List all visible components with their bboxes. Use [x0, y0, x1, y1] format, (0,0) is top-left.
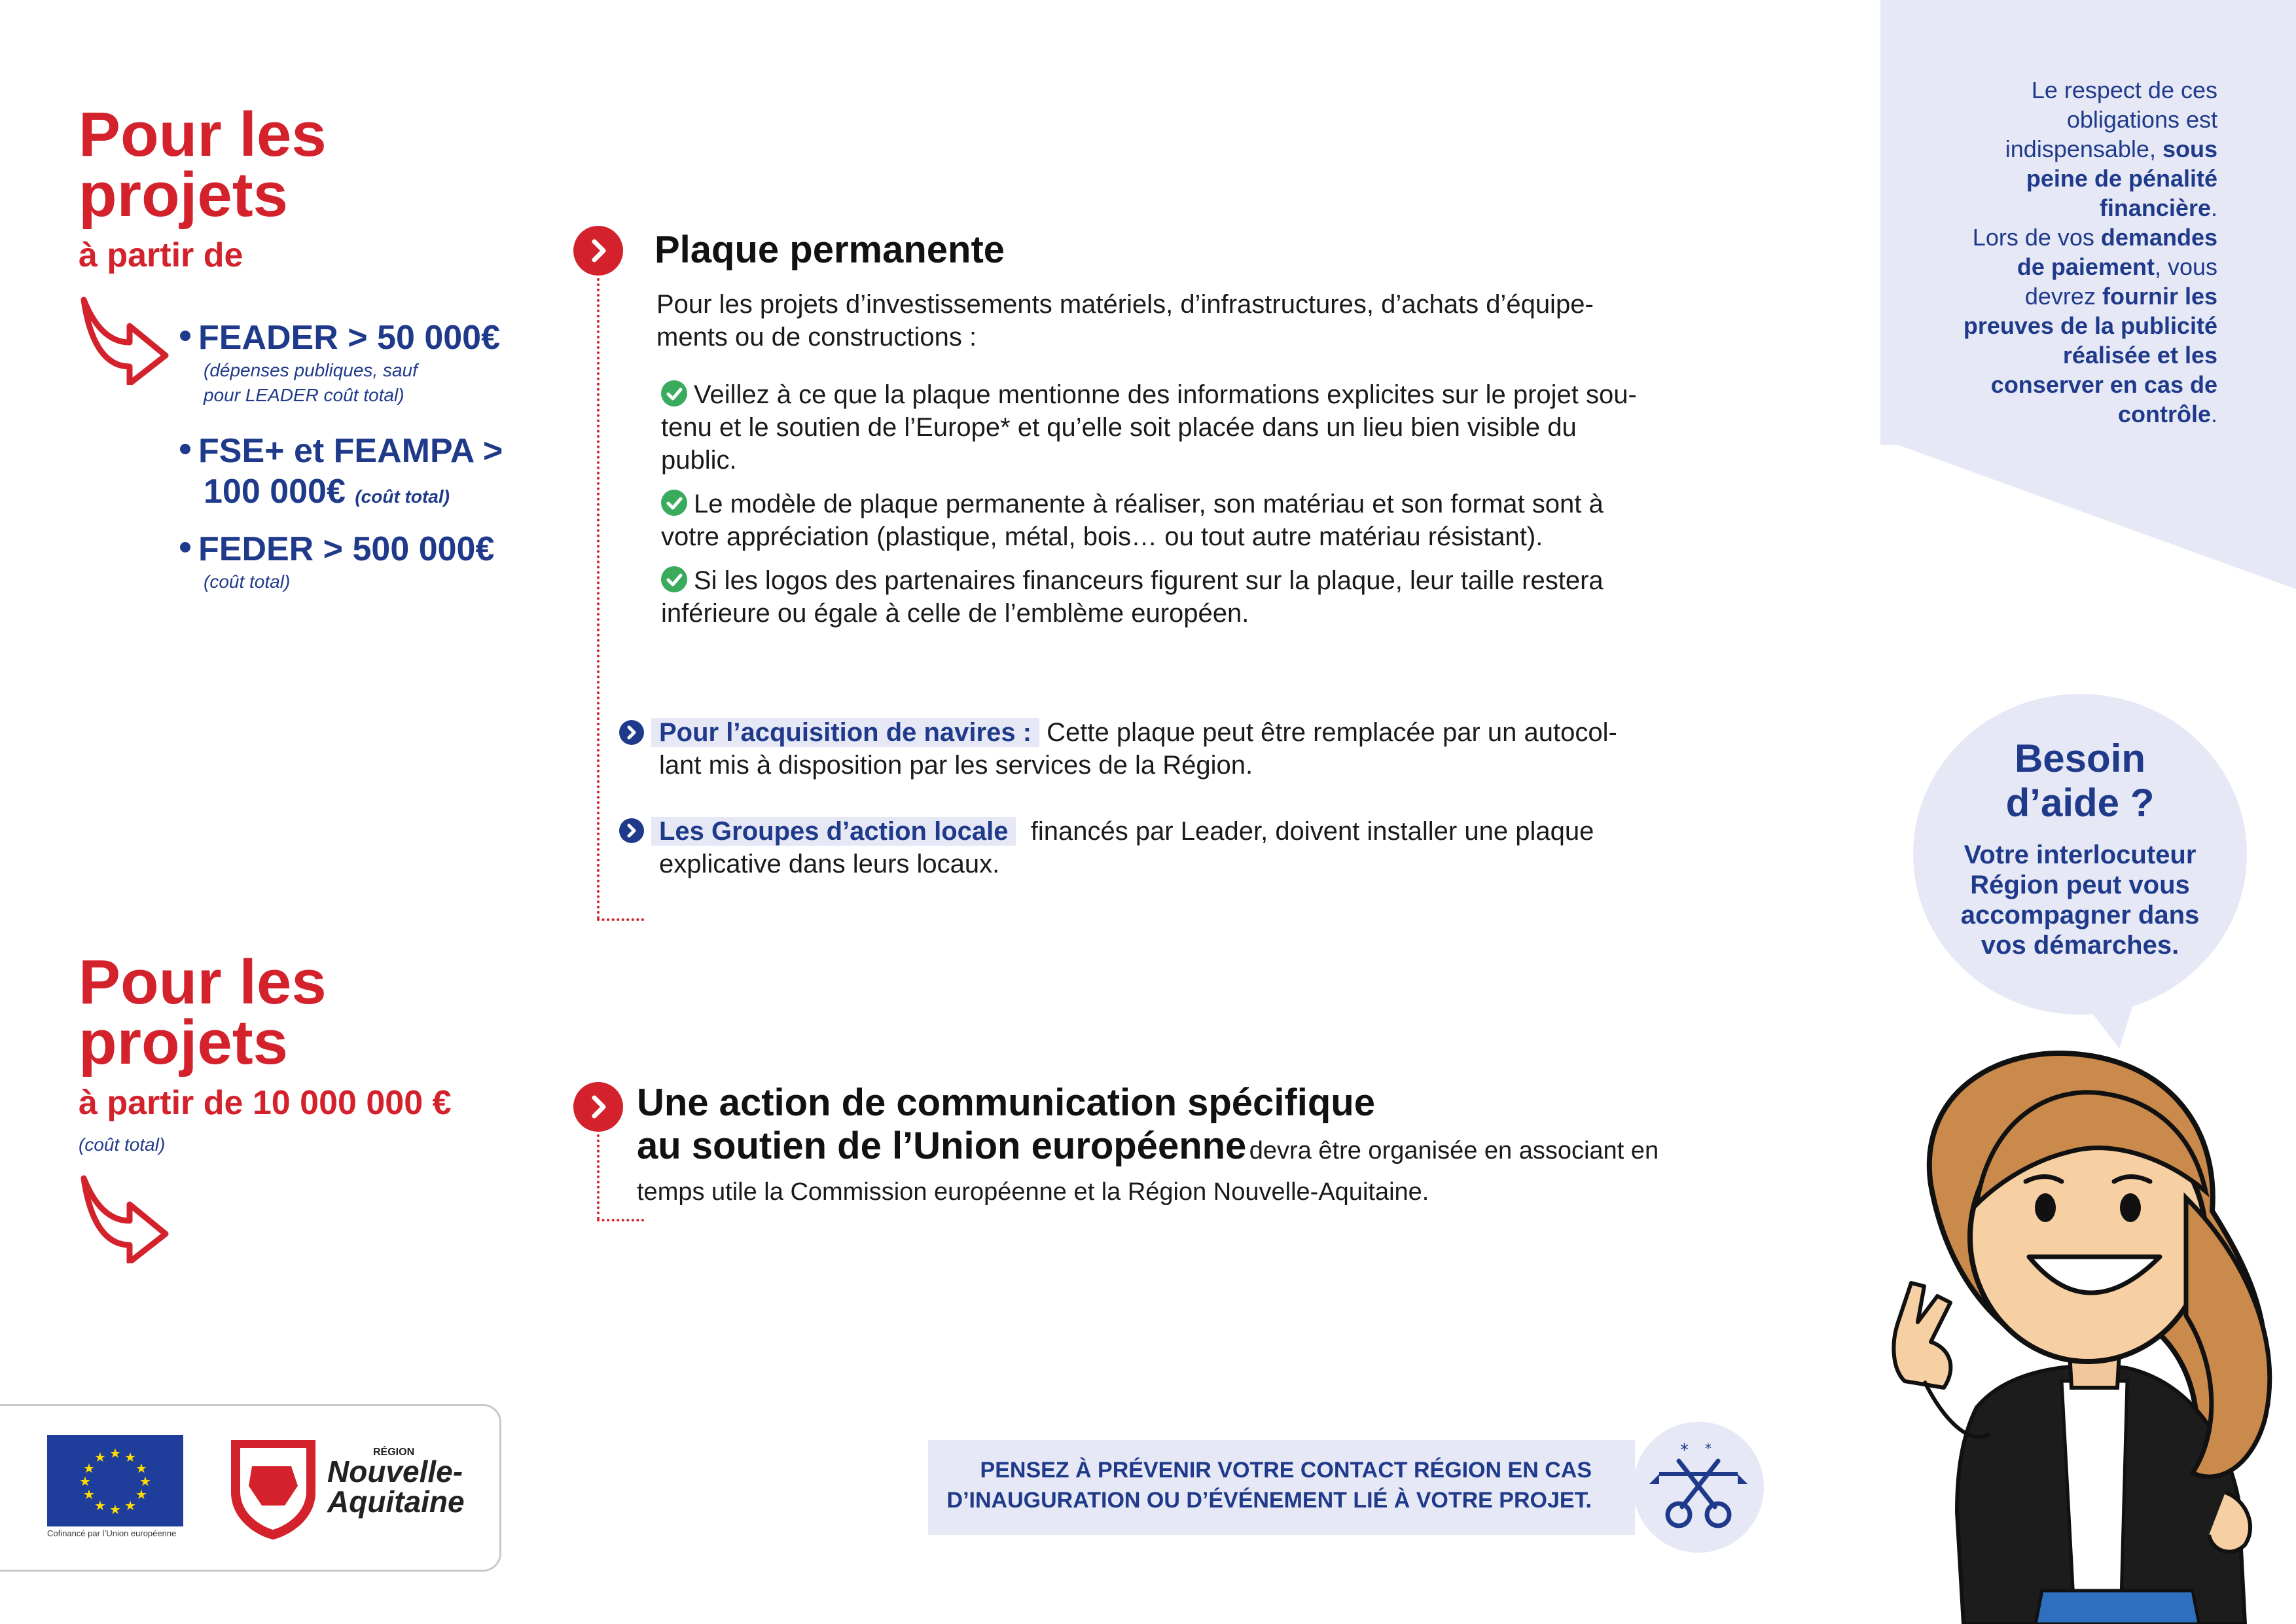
mascot-illustration: [1878, 1041, 2296, 1624]
fund-feader: FEADER > 50 000€ (dépenses publiques, sauf pour LEADER coût total): [180, 317, 500, 408]
gal-marker: [619, 818, 644, 843]
svg-text:*: *: [1680, 1441, 1689, 1460]
check-icon: [661, 490, 687, 516]
section2-note: (coût total): [79, 1134, 166, 1155]
svg-text:★: ★: [79, 1473, 91, 1489]
plaque-check-1: Veillez à ce que la plaque mentionne des informations explicites sur le projet sou- tenu et le soutien de l’Europe* et qu’elle soit placée dans un lieu bien visible du public.: [661, 380, 1637, 475]
region-small-label: RÉGION: [373, 1447, 415, 1458]
plaque-check-2: Le modèle de plaque permanente à réaliser, son matériau et son format sont à votre appréciation (plastique, métal, bois… ou tout autre matériau résistant).: [661, 490, 1604, 551]
svg-text:★: ★: [83, 1487, 95, 1502]
chevron-right-icon: [619, 818, 644, 843]
fund-fse-feampa: FSE+ et FEAMPA > 100 000€ (coût total): [180, 431, 503, 512]
reminder-banner-text: PENSEZ À PRÉVENIR VOTRE CONTACT RÉGION EN CAS D’INAUGURATION OU D’ÉVÉNEMENT LIÉ À VOTRE PROJET.: [946, 1458, 1592, 1513]
dotted-end-plaque: [597, 918, 644, 921]
dotted-line-action: [597, 1134, 600, 1219]
arrow-icon: [77, 287, 175, 385]
plaque-intro: Pour les projets d’investissements matériels, d’infrastructures, d’achats d’équipe- ments ou de constructions :: [656, 290, 1594, 352]
help-title: Besoin d’aide ?: [2005, 736, 2155, 825]
gal-paragraph: Les Groupes d’action locale financés par Leader, doivent installer une plaque explicative dans leurs locaux.: [651, 815, 1756, 880]
svg-text:★: ★: [139, 1473, 151, 1489]
chevron-right-icon: [573, 1082, 623, 1132]
chevron-right-icon: [619, 720, 644, 745]
dotted-end-action: [597, 1219, 644, 1221]
arrow-icon: [77, 1165, 175, 1263]
region-shield-logo: [226, 1434, 321, 1542]
svg-text:*: *: [1705, 1441, 1712, 1456]
check-icon: [661, 566, 687, 592]
section-marker-action: [573, 1082, 623, 1132]
section2-title: Pour les projets: [79, 947, 327, 1077]
navires-marker: [619, 720, 644, 745]
svg-text:★: ★: [109, 1502, 121, 1517]
svg-text:★: ★: [109, 1445, 121, 1461]
callout-pointer: [1880, 439, 2296, 596]
check-icon: [661, 380, 687, 406]
svg-text:★: ★: [124, 1498, 136, 1513]
svg-text:★: ★: [135, 1460, 147, 1476]
eu-flag-logo: [47, 1435, 183, 1526]
section2-subtitle: à partir de 10 000 000 €: [79, 1084, 452, 1122]
chevron-right-icon: [573, 226, 623, 276]
svg-text:★: ★: [83, 1460, 95, 1476]
svg-text:★: ★: [94, 1449, 106, 1465]
section1-title: Pour les projets: [79, 99, 327, 230]
help-text: Votre interlocuteur Région peut vous accompagner dans vos démarches.: [1960, 840, 2200, 960]
action-block: Une action de communication spécifique au soutien de l’Union européenne devra être organisée en associant en temps utile la Commission européenne et la Région Nouvelle-Aquitaine.: [637, 1081, 1659, 1206]
fund-feder: FEDER > 500 000€ (coût total): [180, 529, 494, 594]
navires-paragraph: Pour l’acquisition de navires : Cette plaque peut être remplacée par un autocol- lant mis à disposition par les services de la Région.: [651, 716, 1756, 782]
svg-text:★: ★: [124, 1449, 136, 1465]
scissors-ribbon-icon: [1633, 1422, 1764, 1553]
plaque-check-3: Si les logos des partenaires financeurs figurent sur la plaque, leur taille restera inférieure ou égale à celle de l’emblème européen.: [661, 566, 1604, 628]
penalty-callout-text: Le respect de ces obligations est indispensable, sous peine de pénalité financière. Lors de vos demandes de paiement, vous devrez fournir les preuves de la publicité réalisée et les conserver en cas de contrôle.: [1963, 77, 2217, 427]
eu-stars-icon: [47, 1435, 183, 1526]
section-marker-plaque: [573, 226, 623, 276]
svg-text:★: ★: [135, 1487, 147, 1502]
plaque-title: Plaque permanente: [655, 228, 1005, 271]
dotted-line-plaque: [597, 278, 600, 920]
svg-text:★: ★: [94, 1498, 106, 1513]
section1-subtitle: à partir de: [79, 236, 243, 274]
ribbon-cutting-badge: [1633, 1422, 1764, 1553]
region-name: Nouvelle- Aquitaine: [327, 1454, 465, 1519]
eu-caption: Cofinancé par l’Union européenne: [47, 1528, 177, 1538]
